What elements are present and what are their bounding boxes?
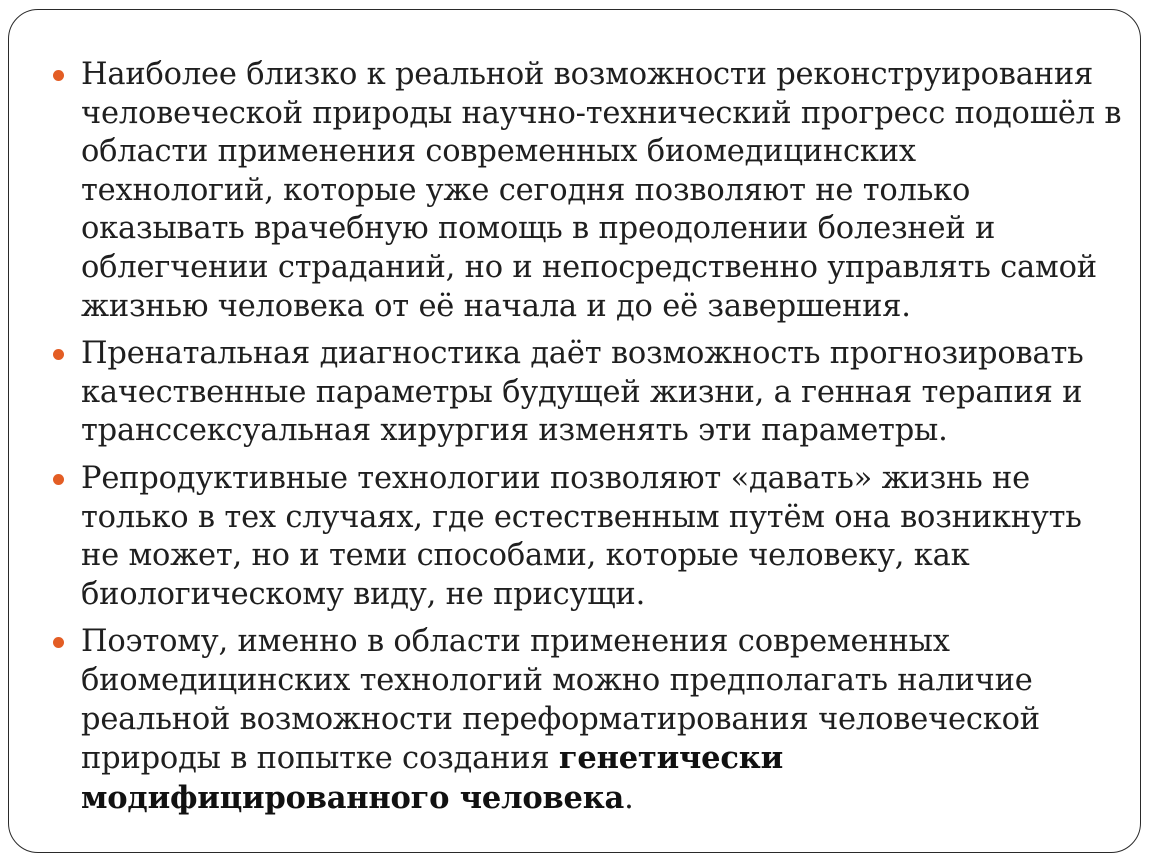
bullet-3-line-2: только в тех случаях, где естественным путём она возникнуть [81,499,1082,535]
bullet-dot-icon [53,637,64,648]
bullet-4-line-5 [81,779,1103,819]
bullet-dot-icon [53,70,64,81]
bullet-1-line-7: жизнью человека от её начала и до её завершения. [81,288,911,324]
bullet-1-line-4: технологий, которые уже сегодня позволяют не только [81,172,971,208]
bullet-dot-icon [53,349,64,360]
bullet-item-3 [53,460,1103,614]
bullet-1-line-1: Наиболее близко к реальной возможности реконструирования [81,57,1094,92]
bullet-1-line-6: облегчении страданий, но и непосредственно управлять самой [81,249,1097,285]
bullet-1-line-3: области применения современных биомедицинских [81,134,916,170]
bullet-1-line-2: человеческой природы научно-технический прогресс подошёл в [81,95,1122,131]
slide-frame [8,9,1141,853]
bullet-1-line-5: оказывать врачебную помощь в преодолении болезней и [81,211,996,247]
bullet-item-1 [53,56,1122,326]
bullet-3-line-4: биологическому виду, не присущи. [81,576,646,612]
bullet-dot-icon [53,474,64,485]
bullet-4-line-4-text: природы в попытке создания [81,741,559,777]
bold-term-genetically: генетически [558,740,783,777]
bullet-4-line-1: Поэтому, именно в области применения современных [81,624,950,660]
slide-content [53,56,1122,827]
bullet-item-2 [53,335,1103,451]
bullet-4-line-2: биомедицинских технологий можно предполагать наличие [81,662,1033,698]
bullet-4-line-3: реальной возможности переформатирования человеческой [81,701,1040,737]
bullet-2-line-3: транссексуальная хирургия изменять эти параметры. [81,413,948,449]
bullet-item-4 [53,623,1103,818]
bullet-3-line-1: Репродуктивные технологии позволяют «давать» жизнь не [81,460,1031,496]
bullet-3-line-3: не может, но и теми способами, которые человеку, как [81,538,970,574]
bold-term-modified-human: модифицированного человека [81,779,625,816]
bullet-4-period: . [624,780,634,816]
bullet-2-line-1: Пренатальная диагностика даёт возможность прогнозировать [81,336,1084,372]
bullet-2-line-2: качественные параметры будущей жизни, а генная терапия и [81,374,1083,410]
bullet-4-line-4 [81,739,1103,779]
